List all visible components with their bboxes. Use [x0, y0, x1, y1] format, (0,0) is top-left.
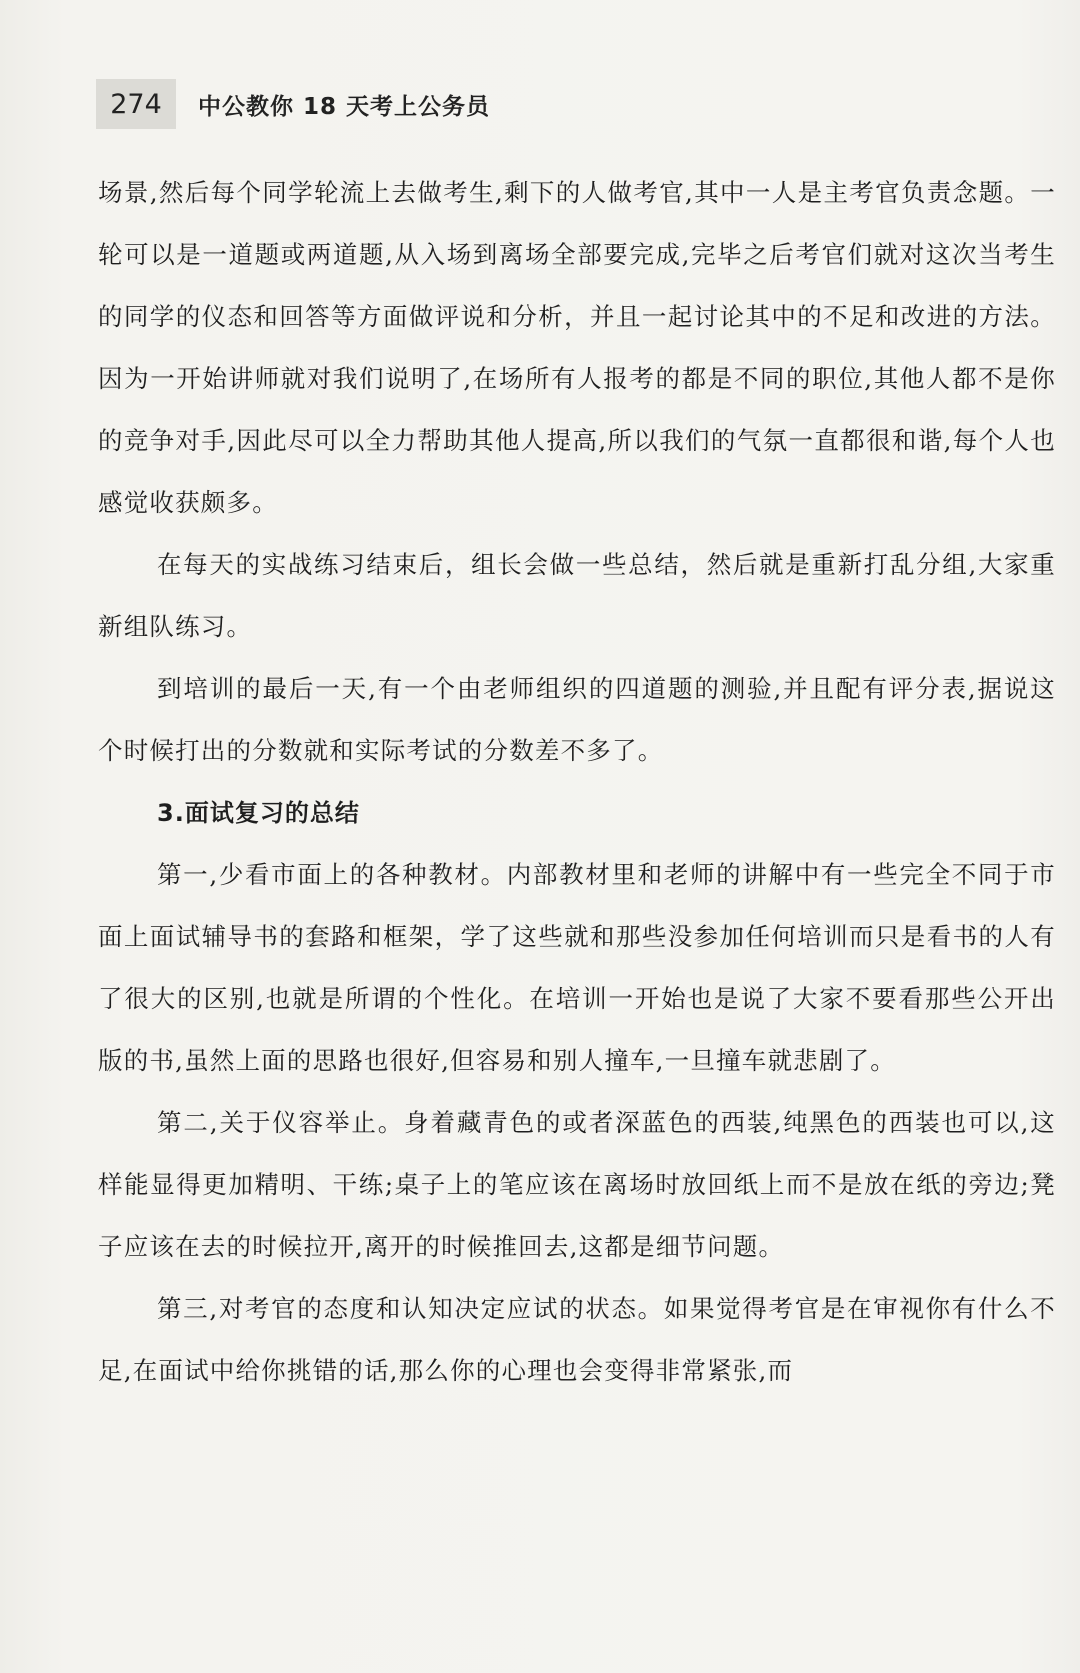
page-header — [96, 78, 490, 130]
paragraph-first-point: 第一,少看市面上的各种教材。内部教材里和老师的讲解中有一些完全不同于市面上面试辅导书的套路和框架，学了这些就和那些没参加任何培训而只是看书的人有了很大的区别,也就是所谓的个性化。在培训一开始也是说了大家不要看那些公开出版的书,虽然上面的思路也很好,但容易和别人撞车,一旦撞车就悲剧了。 — [98, 860, 1056, 1075]
section-heading: 3.面试复习的总结 — [157, 799, 360, 827]
paragraph-second-point: 第二,关于仪容举止。身着藏青色的或者深蓝色的西装,纯黑色的西装也可以,这样能显得更加精明、干练;桌子上的笔应该在离场时放回纸上而不是放在纸的旁边;凳子应该在去的时候拉开,离开的时候推回去,这都是细节问题。 — [98, 1108, 1056, 1261]
page-body — [98, 162, 1056, 1402]
page-number-box — [96, 79, 176, 129]
page-number: 274 — [110, 88, 162, 120]
paragraph-last-day: 到培训的最后一天,有一个由老师组织的四道题的测验,并且配有评分表,据说这个时候打出的分数就和实际考试的分数差不多了。 — [98, 674, 1056, 765]
running-title: 中公教你 18 天考上公务员 — [198, 93, 491, 120]
paragraph-summary: 在每天的实战练习结束后，组长会做一些总结，然后就是重新打乱分组,大家重新组队练习。 — [98, 550, 1056, 641]
paragraph-continued: 场景,然后每个同学轮流上去做考生,剩下的人做考官,其中一人是主考官负责念题。一轮可以是一道题或两道题,从入场到离场全部要完成,完毕之后考官们就对这次当考生的同学的仪态和回答等方面做评说和分析，并且一起讨论其中的不足和改进的方法。因为一开始讲师就对我们说明了,在场所有人报考的都是不同的职位,其他人都不是你的竞争对手,因此尽可以全力帮助其他人提高,所以我们的气氛一直都很和谐,每个人也感觉收获颇多。 — [98, 178, 1056, 517]
paragraph-third-point: 第三,对考官的态度和认知决定应试的状态。如果觉得考官是在审视你有什么不足,在面试中给你挑错的话,那么你的心理也会变得非常紧张,而 — [98, 1294, 1056, 1385]
